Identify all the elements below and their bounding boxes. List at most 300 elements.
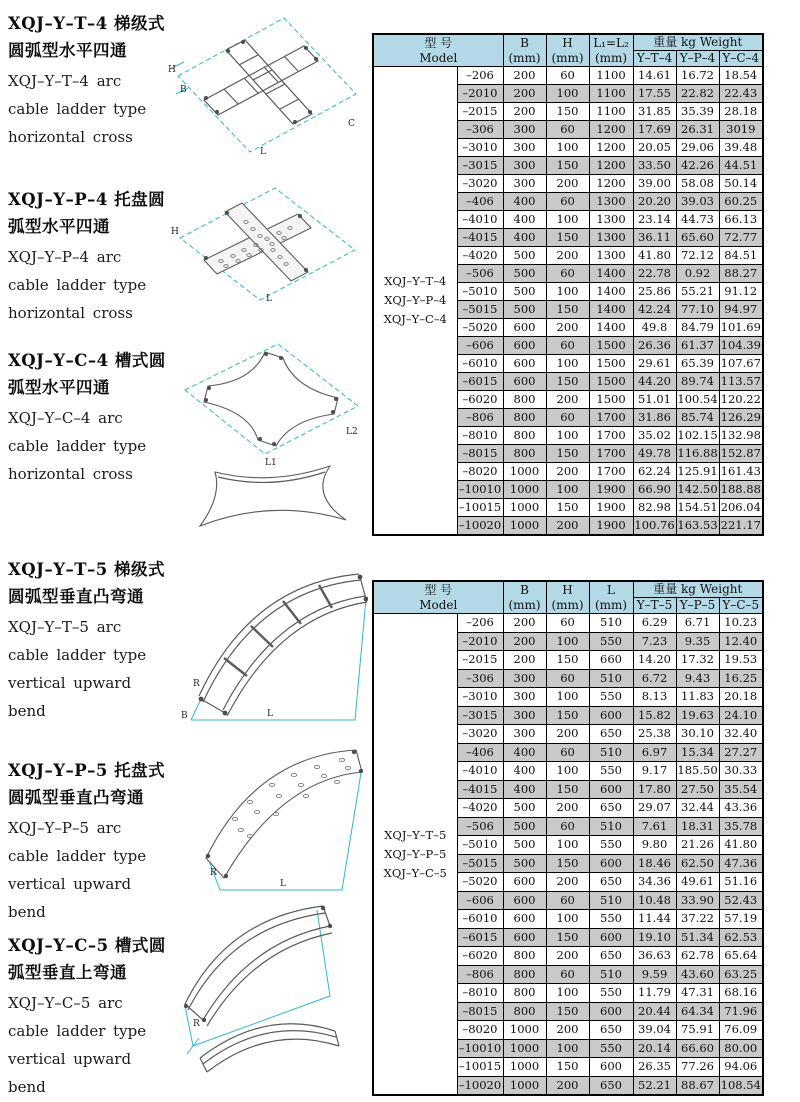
value-cell: 1000	[503, 481, 546, 499]
model-suffix-cell: –4015	[457, 229, 503, 247]
value-cell: 76.09	[719, 1021, 763, 1040]
product-title-en-line: horizontal cross	[8, 304, 133, 322]
value-cell: 400	[503, 229, 546, 247]
value-cell: 82.98	[633, 499, 676, 517]
product-block-xqj-y-t-5	[8, 556, 172, 725]
value-cell: 16.72	[676, 67, 719, 85]
product-title-en-line: XQJ–Y–T–5 arc	[8, 618, 122, 636]
dim-label-l: L	[266, 294, 272, 303]
value-cell: 35.39	[676, 103, 719, 121]
header-line: L₁=L₂	[593, 35, 629, 50]
product-title-cn-line: XQJ–Y–P–5 托盘式	[8, 761, 166, 780]
value-cell: 80.00	[719, 1039, 763, 1058]
model-suffix-cell: –10015	[457, 499, 503, 517]
value-cell: 400	[503, 211, 546, 229]
header-line: H	[562, 582, 573, 597]
value-cell: 31.85	[633, 103, 676, 121]
col-header-l	[589, 34, 633, 67]
model-suffix-cell: –8020	[457, 1021, 503, 1040]
value-cell: 6.97	[633, 743, 676, 762]
dim-label-l: L	[260, 147, 266, 156]
value-cell: 1300	[589, 229, 633, 247]
value-cell: 60	[546, 743, 589, 762]
model-suffix-cell: –6015	[457, 928, 503, 947]
value-cell: 21.26	[676, 836, 719, 855]
product-title-en-line: cable ladder type	[8, 646, 147, 664]
value-cell: 64.34	[676, 1002, 719, 1021]
product-title-en	[8, 67, 172, 151]
value-cell: 1900	[589, 481, 633, 499]
value-cell: 163.53	[676, 517, 719, 536]
value-cell: 18.46	[633, 854, 676, 873]
value-cell: 1100	[589, 103, 633, 121]
value-cell: 550	[589, 984, 633, 1003]
value-cell: 500	[503, 247, 546, 265]
value-cell: 600	[503, 910, 546, 929]
model-suffix-cell: –5020	[457, 873, 503, 892]
product-title-cn-line: XQJ–Y–C–5 槽式圆	[8, 936, 166, 955]
header-line: Model	[419, 50, 458, 65]
value-cell: 51.01	[633, 391, 676, 409]
col-header-model	[373, 34, 503, 67]
header-line: L	[607, 582, 615, 597]
value-cell: 600	[503, 928, 546, 947]
model-suffix-cell: –2015	[457, 651, 503, 670]
product-title-en-line: cable ladder type	[8, 276, 147, 294]
value-cell: 200	[546, 463, 589, 481]
value-cell: 71.96	[719, 1002, 763, 1021]
product-title-cn	[8, 347, 172, 401]
model-suffix-cell: –10020	[457, 1076, 503, 1095]
value-cell: 20.20	[633, 193, 676, 211]
value-cell: 60	[546, 121, 589, 139]
spec-table-vertical-bend	[372, 580, 764, 1096]
value-cell: 300	[503, 175, 546, 193]
value-cell: 52.21	[633, 1076, 676, 1095]
value-cell: 60	[546, 337, 589, 355]
model-suffix-cell: –3020	[457, 725, 503, 744]
value-cell: 400	[503, 193, 546, 211]
model-suffix-cell: –8010	[457, 427, 503, 445]
value-cell: 650	[589, 947, 633, 966]
product-title-en-line: XQJ–Y–P–5 arc	[8, 819, 122, 837]
value-cell: 39.04	[633, 1021, 676, 1040]
value-cell: 126.29	[719, 409, 763, 427]
value-cell: 32.44	[676, 799, 719, 818]
value-cell: 66.60	[676, 1039, 719, 1058]
value-cell: 58.08	[676, 175, 719, 193]
value-cell: 65.64	[719, 947, 763, 966]
value-cell: 72.12	[676, 247, 719, 265]
value-cell: 19.10	[633, 928, 676, 947]
value-cell: 510	[589, 614, 633, 633]
value-cell: 510	[589, 891, 633, 910]
value-cell: 25.38	[633, 725, 676, 744]
value-cell: 206.04	[719, 499, 763, 517]
product-title-en-line: XQJ–Y–C–4 arc	[8, 409, 123, 427]
value-cell: 68.16	[719, 984, 763, 1003]
value-cell: 500	[503, 836, 546, 855]
value-cell: 3019	[719, 121, 763, 139]
value-cell: 29.61	[633, 355, 676, 373]
value-cell: 221.17	[719, 517, 763, 536]
value-cell: 100	[546, 481, 589, 499]
model-suffix-cell: –206	[457, 614, 503, 633]
col-header-yt5: Y–T–5	[633, 598, 676, 614]
value-cell: 62.78	[676, 947, 719, 966]
value-cell: 1000	[503, 1021, 546, 1040]
value-cell: 500	[503, 301, 546, 319]
model-suffix-cell: –4010	[457, 211, 503, 229]
value-cell: 77.10	[676, 301, 719, 319]
value-cell: 550	[589, 688, 633, 707]
value-cell: 1300	[589, 193, 633, 211]
value-cell: 100	[546, 283, 589, 301]
model-suffix-cell: –4010	[457, 762, 503, 781]
value-cell: 6.29	[633, 614, 676, 633]
value-cell: 15.82	[633, 706, 676, 725]
value-cell: 1200	[589, 121, 633, 139]
value-cell: 150	[546, 301, 589, 319]
value-cell: 1700	[589, 445, 633, 463]
value-cell: 300	[503, 121, 546, 139]
value-cell: 200	[546, 175, 589, 193]
value-cell: 27.27	[719, 743, 763, 762]
value-cell: 94.06	[719, 1058, 763, 1077]
value-cell: 1300	[589, 247, 633, 265]
value-cell: 510	[589, 669, 633, 688]
product-title-en	[8, 814, 172, 926]
value-cell: 1500	[589, 355, 633, 373]
model-group-cell	[373, 614, 457, 1096]
value-cell: 600	[503, 319, 546, 337]
value-cell: 200	[546, 517, 589, 536]
tray-horizontal-cross-drawing	[170, 178, 365, 303]
model-suffix-cell: –5010	[457, 836, 503, 855]
value-cell: 1500	[589, 373, 633, 391]
value-cell: 75.91	[676, 1021, 719, 1040]
value-cell: 35.78	[719, 817, 763, 836]
value-cell: 33.50	[633, 157, 676, 175]
value-cell: 1000	[503, 1058, 546, 1077]
model-suffix-cell: –5020	[457, 319, 503, 337]
value-cell: 100	[546, 632, 589, 651]
product-title-en-line: XQJ–Y–C–5 arc	[8, 994, 123, 1012]
model-suffix-cell: –5015	[457, 301, 503, 319]
value-cell: 0.92	[676, 265, 719, 283]
value-cell: 1000	[503, 1076, 546, 1095]
model-suffix-cell: –4015	[457, 780, 503, 799]
value-cell: 100	[546, 211, 589, 229]
value-cell: 47.31	[676, 984, 719, 1003]
product-title-en-line: cable ladder type	[8, 847, 147, 865]
value-cell: 800	[503, 984, 546, 1003]
value-cell: 500	[503, 265, 546, 283]
value-cell: 1500	[589, 391, 633, 409]
value-cell: 1100	[589, 67, 633, 85]
col-header-yc4: Y–C–4	[719, 51, 763, 67]
value-cell: 20.05	[633, 139, 676, 157]
model-suffix-cell: –606	[457, 891, 503, 910]
value-cell: 47.36	[719, 854, 763, 873]
value-cell: 550	[589, 910, 633, 929]
model-suffix-cell: –606	[457, 337, 503, 355]
value-cell: 60	[546, 817, 589, 836]
value-cell: 9.17	[633, 762, 676, 781]
value-cell: 34.36	[633, 873, 676, 892]
value-cell: 10.48	[633, 891, 676, 910]
model-suffix-cell: –2010	[457, 85, 503, 103]
model-suffix-cell: –306	[457, 669, 503, 688]
product-title-en	[8, 613, 172, 725]
value-cell: 7.61	[633, 817, 676, 836]
value-cell: 60	[546, 67, 589, 85]
value-cell: 150	[546, 1058, 589, 1077]
value-cell: 300	[503, 139, 546, 157]
value-cell: 600	[503, 373, 546, 391]
value-cell: 550	[589, 1039, 633, 1058]
value-cell: 23.14	[633, 211, 676, 229]
value-cell: 66.90	[633, 481, 676, 499]
value-cell: 66.13	[719, 211, 763, 229]
value-cell: 31.86	[633, 409, 676, 427]
value-cell: 60	[546, 669, 589, 688]
product-title-en-line: XQJ–Y–P–4 arc	[8, 248, 122, 266]
value-cell: 132.98	[719, 427, 763, 445]
value-cell: 188.88	[719, 481, 763, 499]
value-cell: 29.07	[633, 799, 676, 818]
product-title-cn-line: 圆弧型水平四通	[8, 41, 127, 60]
model-group-line: XQJ–Y–P–5	[384, 846, 447, 861]
value-cell: 200	[546, 1021, 589, 1040]
value-cell: 39.03	[676, 193, 719, 211]
model-suffix-cell: –8020	[457, 463, 503, 481]
product-title-en-line: cable ladder type	[8, 437, 147, 455]
dim-label-l: L	[280, 879, 286, 889]
col-header-yt4: Y–T–4	[633, 51, 676, 67]
value-cell: 11.79	[633, 984, 676, 1003]
value-cell: 1400	[589, 319, 633, 337]
value-cell: 1700	[589, 427, 633, 445]
value-cell: 200	[503, 632, 546, 651]
value-cell: 200	[546, 247, 589, 265]
value-cell: 113.57	[719, 373, 763, 391]
model-group-line: XQJ–Y–C–5	[383, 865, 447, 880]
value-cell: 150	[546, 373, 589, 391]
header-line: (mm)	[551, 50, 584, 65]
value-cell: 17.80	[633, 780, 676, 799]
model-suffix-cell: –306	[457, 121, 503, 139]
dim-label-r: R	[210, 868, 217, 878]
value-cell: 22.43	[719, 85, 763, 103]
value-cell: 52.43	[719, 891, 763, 910]
header-line: B	[520, 35, 529, 50]
header-line: (mm)	[551, 597, 584, 612]
value-cell: 19.63	[676, 706, 719, 725]
value-cell: 88.67	[676, 1076, 719, 1095]
product-block-xqj-y-p-4	[8, 186, 172, 327]
value-cell: 142.50	[676, 481, 719, 499]
value-cell: 400	[503, 743, 546, 762]
value-cell: 50.14	[719, 175, 763, 193]
value-cell: 62.24	[633, 463, 676, 481]
product-block-xqj-y-c-5	[8, 932, 172, 1101]
model-group-line: XQJ–Y–C–4	[383, 312, 447, 326]
product-title-cn-line: 弧型水平四通	[8, 378, 110, 397]
value-cell: 9.59	[633, 965, 676, 984]
dim-label-h: H	[168, 65, 176, 75]
value-cell: 100	[546, 355, 589, 373]
channel-vertical-bend-drawing	[165, 896, 360, 1096]
value-cell: 9.43	[676, 669, 719, 688]
value-cell: 11.44	[633, 910, 676, 929]
value-cell: 200	[503, 67, 546, 85]
value-cell: 150	[546, 651, 589, 670]
product-title-en-line: cable ladder type	[8, 1022, 147, 1040]
value-cell: 1300	[589, 211, 633, 229]
value-cell: 510	[589, 965, 633, 984]
value-cell: 550	[589, 762, 633, 781]
value-cell: 150	[546, 854, 589, 873]
value-cell: 510	[589, 817, 633, 836]
value-cell: 150	[546, 157, 589, 175]
product-title-en-line: vertical upward bend	[8, 875, 132, 921]
model-group-line: XQJ–Y–T–4	[384, 274, 447, 288]
value-cell: 152.87	[719, 445, 763, 463]
value-cell: 18.54	[719, 67, 763, 85]
value-cell: 400	[503, 780, 546, 799]
value-cell: 150	[546, 103, 589, 121]
value-cell: 600	[589, 854, 633, 873]
model-suffix-cell: –8010	[457, 984, 503, 1003]
col-header-model	[373, 581, 503, 614]
value-cell: 660	[589, 651, 633, 670]
product-title-cn	[8, 10, 172, 64]
header-line: (mm)	[508, 50, 541, 65]
product-title-cn-line: XQJ–Y–P–4 托盘圆	[8, 190, 166, 209]
value-cell: 100	[546, 1039, 589, 1058]
value-cell: 39.00	[633, 175, 676, 193]
value-cell: 154.51	[676, 499, 719, 517]
value-cell: 185.50	[676, 762, 719, 781]
header-line: (mm)	[594, 50, 628, 65]
product-title-cn-line: 弧型水平四通	[8, 217, 110, 236]
dim-label-l: L	[267, 709, 273, 719]
value-cell: 150	[546, 780, 589, 799]
value-cell: 125.91	[676, 463, 719, 481]
value-cell: 600	[589, 1002, 633, 1021]
value-cell: 43.60	[676, 965, 719, 984]
value-cell: 600	[589, 780, 633, 799]
value-cell: 30.33	[719, 762, 763, 781]
model-suffix-cell: –406	[457, 743, 503, 762]
value-cell: 500	[503, 283, 546, 301]
value-cell: 200	[546, 725, 589, 744]
dim-label-l1: L1	[265, 458, 277, 468]
value-cell: 14.61	[633, 67, 676, 85]
col-header-weight: 重量 kg Weight	[633, 34, 763, 51]
value-cell: 17.69	[633, 121, 676, 139]
product-title-en	[8, 989, 172, 1101]
model-suffix-cell: –206	[457, 67, 503, 85]
value-cell: 1400	[589, 301, 633, 319]
value-cell: 400	[503, 762, 546, 781]
value-cell: 15.34	[676, 743, 719, 762]
value-cell: 22.82	[676, 85, 719, 103]
value-cell: 800	[503, 445, 546, 463]
model-suffix-cell: –5010	[457, 283, 503, 301]
value-cell: 51.34	[676, 928, 719, 947]
model-suffix-cell: –806	[457, 409, 503, 427]
model-suffix-cell: –8015	[457, 445, 503, 463]
model-suffix-cell: –6020	[457, 391, 503, 409]
value-cell: 200	[546, 873, 589, 892]
channel-horizontal-cross-drawing	[170, 332, 365, 530]
model-group-line: XQJ–Y–T–5	[384, 827, 447, 842]
value-cell: 41.80	[633, 247, 676, 265]
col-header-yp5: Y–P–5	[676, 598, 719, 614]
value-cell: 22.78	[633, 265, 676, 283]
product-title-en-line: XQJ–Y–T–4 arc	[8, 72, 122, 90]
model-suffix-cell: –10020	[457, 517, 503, 536]
value-cell: 20.44	[633, 1002, 676, 1021]
value-cell: 300	[503, 688, 546, 707]
value-cell: 300	[503, 157, 546, 175]
ladder-horizontal-cross-drawing	[166, 4, 366, 156]
value-cell: 33.90	[676, 891, 719, 910]
value-cell: 600	[503, 873, 546, 892]
product-title-cn-line: 圆弧型垂直凸弯通	[8, 587, 144, 606]
value-cell: 26.35	[633, 1058, 676, 1077]
model-suffix-cell: –3020	[457, 175, 503, 193]
value-cell: 1400	[589, 265, 633, 283]
value-cell: 108.54	[719, 1076, 763, 1095]
value-cell: 1200	[589, 157, 633, 175]
table-row	[373, 614, 763, 633]
value-cell: 60	[546, 265, 589, 283]
value-cell: 60	[546, 409, 589, 427]
value-cell: 35.54	[719, 780, 763, 799]
value-cell: 6.72	[633, 669, 676, 688]
col-header-b	[503, 34, 546, 67]
header-line: 型 号	[424, 35, 453, 50]
model-suffix-cell: –806	[457, 965, 503, 984]
value-cell: 60	[546, 965, 589, 984]
header-line: Model	[419, 597, 458, 612]
value-cell: 200	[503, 614, 546, 633]
value-cell: 51.16	[719, 873, 763, 892]
dim-label-b: B	[181, 711, 188, 721]
product-title-en-line: vertical upward bend	[8, 674, 132, 720]
value-cell: 41.80	[719, 836, 763, 855]
value-cell: 26.36	[633, 337, 676, 355]
value-cell: 102.15	[676, 427, 719, 445]
value-cell: 1000	[503, 1039, 546, 1058]
value-cell: 200	[546, 319, 589, 337]
value-cell: 200	[546, 391, 589, 409]
value-cell: 91.12	[719, 283, 763, 301]
header-line: (mm)	[594, 597, 628, 612]
value-cell: 1700	[589, 463, 633, 481]
value-cell: 150	[546, 499, 589, 517]
col-header-b	[503, 581, 546, 614]
model-group-cell	[373, 67, 457, 536]
product-title-cn-line: XQJ–Y–T–5 梯级式	[8, 560, 166, 579]
header-line: B	[520, 582, 529, 597]
value-cell: 1000	[503, 499, 546, 517]
value-cell: 30.10	[676, 725, 719, 744]
value-cell: 57.19	[719, 910, 763, 929]
